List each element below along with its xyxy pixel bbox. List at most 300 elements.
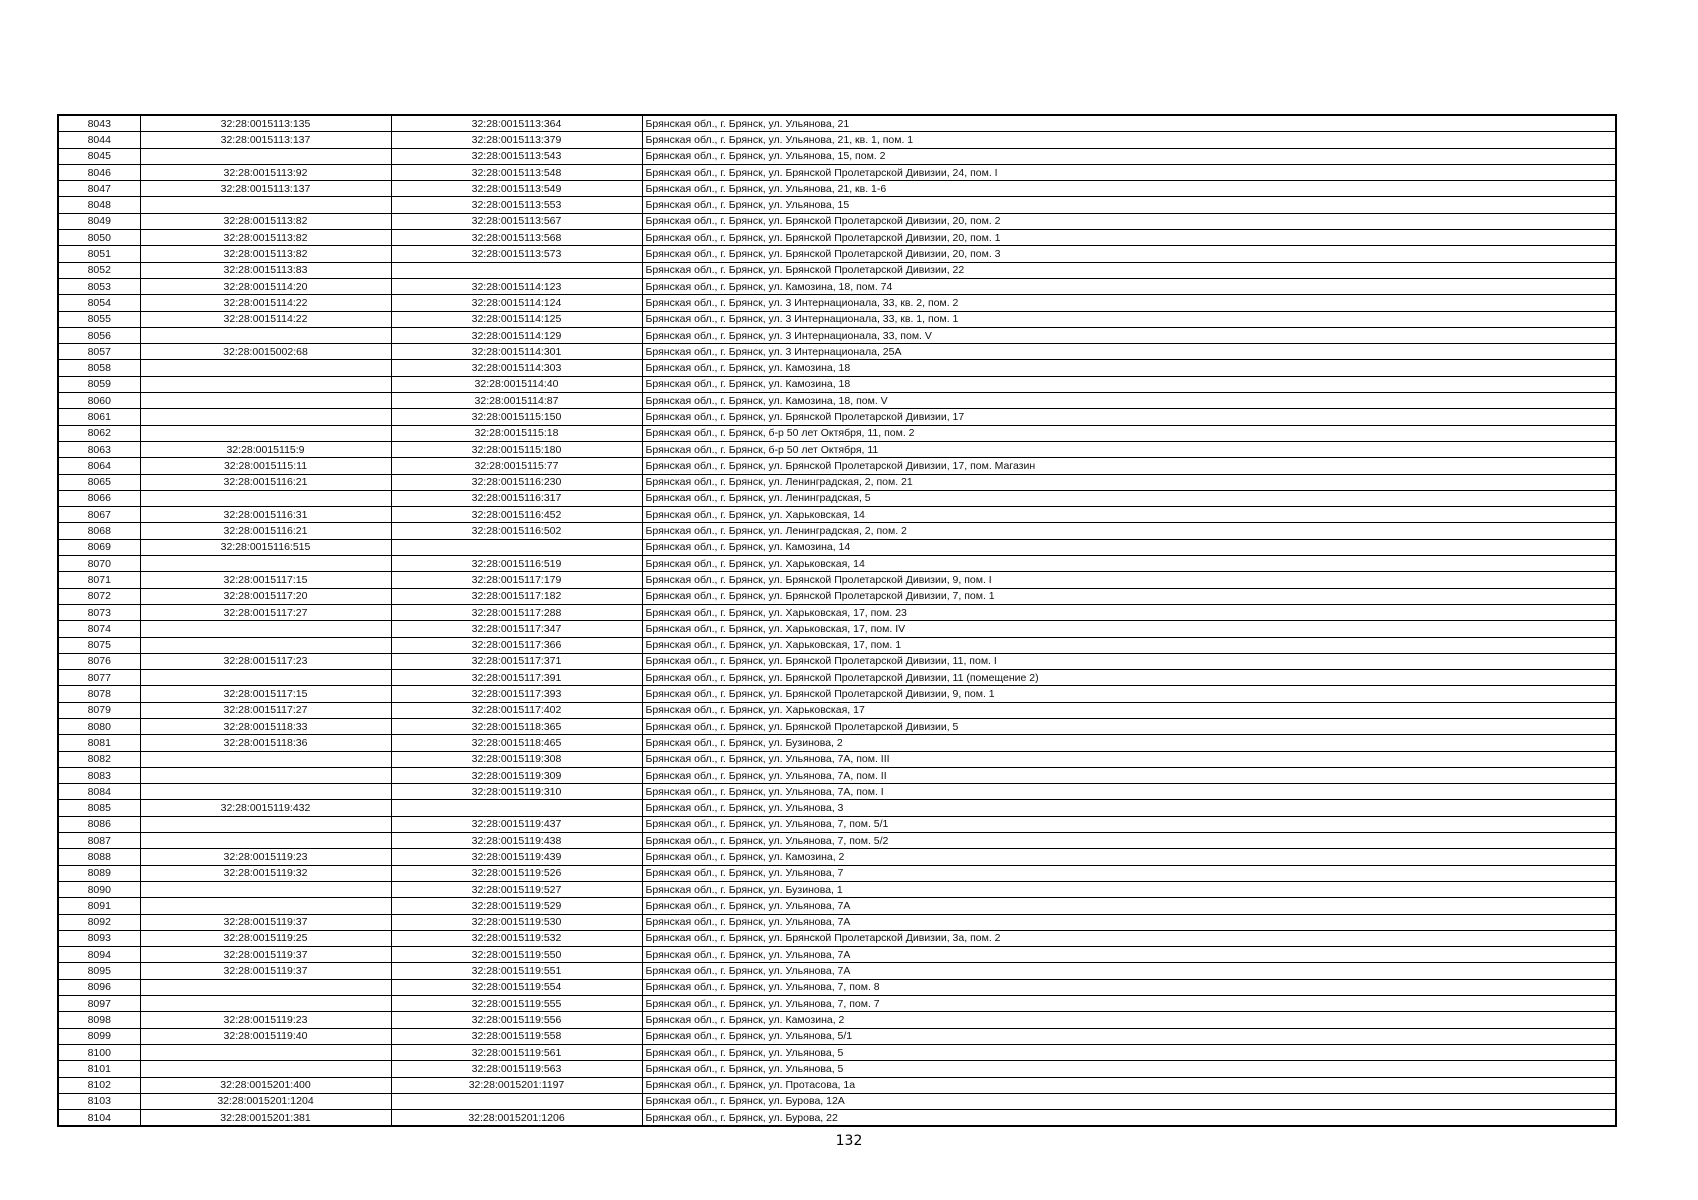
address-cell: Брянская обл., г. Брянск, ул. Ульянова, 15: [642, 197, 1616, 213]
table-row: [58, 278, 1616, 294]
address-cell: Брянская обл., г. Брянск, ул. Брянской Пролетарской Дивизии, 7, пом. 1: [642, 588, 1616, 604]
table-row: [58, 865, 1616, 881]
row-number-cell: 8104: [58, 1110, 140, 1127]
building-number-cell: 32:28:0015117:371: [391, 653, 642, 669]
land-plot-number-cell: 32:28:0015117:27: [140, 604, 391, 620]
land-plot-number-cell: 32:28:0015114:20: [140, 278, 391, 294]
building-number-cell: 32:28:0015114:87: [391, 393, 642, 409]
table-row: [58, 425, 1616, 441]
address-cell: Брянская обл., г. Брянск, ул. Бузинова, 2: [642, 735, 1616, 751]
land-plot-number-cell: 32:28:0015113:82: [140, 230, 391, 246]
building-number-cell: 32:28:0015119:551: [391, 963, 642, 979]
table-row: [58, 751, 1616, 767]
building-number-cell: 32:28:0015113:549: [391, 181, 642, 197]
row-number-cell: 8057: [58, 344, 140, 360]
row-number-cell: 8053: [58, 278, 140, 294]
address-cell: Брянская обл., г. Брянск, ул. Ульянова, 7А, пом. III: [642, 751, 1616, 767]
land-plot-number-cell: [140, 637, 391, 653]
address-cell: Брянская обл., г. Брянск, ул. Ульянова, 7А: [642, 947, 1616, 963]
address-cell: Брянская обл., г. Брянск, ул. Ульянова, 21, кв. 1, пом. 1: [642, 132, 1616, 148]
land-plot-number-cell: 32:28:0015114:22: [140, 311, 391, 327]
table-row: [58, 327, 1616, 343]
row-number-cell: 8092: [58, 914, 140, 930]
row-number-cell: 8047: [58, 181, 140, 197]
land-plot-number-cell: 32:28:0015117:20: [140, 588, 391, 604]
table-row: [58, 653, 1616, 669]
building-number-cell: 32:28:0015119:561: [391, 1044, 642, 1060]
address-cell: Брянская обл., г. Брянск, ул. 3 Интернационала, 33, пом. V: [642, 327, 1616, 343]
building-number-cell: 32:28:0015113:364: [391, 115, 642, 132]
building-number-cell: 32:28:0015113:573: [391, 246, 642, 262]
row-number-cell: 8077: [58, 670, 140, 686]
building-number-cell: 32:28:0015113:553: [391, 197, 642, 213]
row-number-cell: 8058: [58, 360, 140, 376]
land-plot-number-cell: [140, 833, 391, 849]
address-cell: Брянская обл., г. Брянск, ул. Ульянова, 7А, пом. I: [642, 784, 1616, 800]
row-number-cell: 8043: [58, 115, 140, 132]
building-number-cell: 32:28:0015116:317: [391, 490, 642, 506]
land-plot-number-cell: 32:28:0015119:432: [140, 800, 391, 816]
table-row: [58, 996, 1616, 1012]
address-cell: Брянская обл., г. Брянск, б-р 50 лет Октября, 11, пом. 2: [642, 425, 1616, 441]
land-plot-number-cell: [140, 979, 391, 995]
building-number-cell: 32:28:0015119:309: [391, 767, 642, 783]
land-plot-number-cell: 32:28:0015113:82: [140, 246, 391, 262]
land-plot-number-cell: 32:28:0015113:135: [140, 115, 391, 132]
building-number-cell: 32:28:0015119:527: [391, 881, 642, 897]
address-cell: Брянская обл., г. Брянск, ул. Камозина, 18: [642, 376, 1616, 392]
row-number-cell: 8100: [58, 1044, 140, 1060]
address-cell: Брянская обл., г. Брянск, ул. Камозина, 18, пом. 74: [642, 278, 1616, 294]
building-number-cell: 32:28:0015117:366: [391, 637, 642, 653]
land-plot-number-cell: [140, 393, 391, 409]
table-row: [58, 197, 1616, 213]
land-plot-number-cell: 32:28:0015114:22: [140, 295, 391, 311]
address-cell: Брянская обл., г. Брянск, ул. Бузинова, 1: [642, 881, 1616, 897]
building-number-cell: 32:28:0015119:526: [391, 865, 642, 881]
address-cell: Брянская обл., г. Брянск, ул. Ленинградская, 2, пом. 2: [642, 523, 1616, 539]
address-cell: Брянская обл., г. Брянск, ул. Ульянова, 21: [642, 115, 1616, 132]
table-row: [58, 588, 1616, 604]
address-cell: Брянская обл., г. Брянск, ул. Брянской Пролетарской Дивизии, 9, пом. I: [642, 572, 1616, 588]
row-number-cell: 8103: [58, 1093, 140, 1109]
table-row: [58, 702, 1616, 718]
land-plot-number-cell: [140, 816, 391, 832]
address-cell: Брянская обл., г. Брянск, ул. Брянской Пролетарской Дивизии, 11, пом. I: [642, 653, 1616, 669]
address-cell: Брянская обл., г. Брянск, ул. Ульянова, 21, кв. 1-6: [642, 181, 1616, 197]
table-row: [58, 376, 1616, 392]
building-number-cell: 32:28:0015113:379: [391, 132, 642, 148]
land-plot-number-cell: 32:28:0015201:1204: [140, 1093, 391, 1109]
building-number-cell: 32:28:0015119:438: [391, 833, 642, 849]
address-cell: Брянская обл., г. Брянск, ул. Харьковская, 17, пом. 23: [642, 604, 1616, 620]
row-number-cell: 8078: [58, 686, 140, 702]
table-row: [58, 246, 1616, 262]
address-cell: Брянская обл., г. Брянск, ул. Ульянова, 7, пом. 5/2: [642, 833, 1616, 849]
row-number-cell: 8063: [58, 441, 140, 457]
table-row: [58, 735, 1616, 751]
row-number-cell: 8066: [58, 490, 140, 506]
row-number-cell: 8075: [58, 637, 140, 653]
table-row: [58, 1061, 1616, 1077]
cadastral-table: [57, 114, 1617, 1127]
address-cell: Брянская обл., г. Брянск, ул. Камозина, 2: [642, 1012, 1616, 1028]
land-plot-number-cell: 32:28:0015119:32: [140, 865, 391, 881]
row-number-cell: 8102: [58, 1077, 140, 1093]
table-row: [58, 458, 1616, 474]
row-number-cell: 8084: [58, 784, 140, 800]
table-row: [58, 898, 1616, 914]
address-cell: Брянская обл., г. Брянск, ул. Харьковская, 14: [642, 507, 1616, 523]
row-number-cell: 8074: [58, 621, 140, 637]
table-row: [58, 148, 1616, 164]
building-number-cell: 32:28:0015118:365: [391, 718, 642, 734]
address-cell: Брянская обл., г. Брянск, ул. Ульянова, 5: [642, 1044, 1616, 1060]
table-body: [58, 115, 1616, 1126]
address-cell: Брянская обл., г. Брянск, ул. Ульянова, 5: [642, 1061, 1616, 1077]
building-number-cell: 32:28:0015113:543: [391, 148, 642, 164]
building-number-cell: 32:28:0015115:180: [391, 441, 642, 457]
row-number-cell: 8097: [58, 996, 140, 1012]
row-number-cell: 8085: [58, 800, 140, 816]
page-number: 132: [835, 1133, 863, 1149]
land-plot-number-cell: 32:28:0015116:21: [140, 523, 391, 539]
building-number-cell: 32:28:0015113:548: [391, 164, 642, 180]
table-row: [58, 1012, 1616, 1028]
row-number-cell: 8065: [58, 474, 140, 490]
row-number-cell: 8098: [58, 1012, 140, 1028]
table-row: [58, 213, 1616, 229]
address-cell: Брянская обл., г. Брянск, ул. Ульянова, 7А: [642, 914, 1616, 930]
land-plot-number-cell: 32:28:0015118:33: [140, 718, 391, 734]
land-plot-number-cell: [140, 376, 391, 392]
table-row: [58, 164, 1616, 180]
building-number-cell: 32:28:0015115:18: [391, 425, 642, 441]
land-plot-number-cell: 32:28:0015118:36: [140, 735, 391, 751]
land-plot-number-cell: 32:28:0015117:23: [140, 653, 391, 669]
table-row: [58, 311, 1616, 327]
land-plot-number-cell: [140, 148, 391, 164]
land-plot-number-cell: 32:28:0015113:82: [140, 213, 391, 229]
address-cell: Брянская обл., г. Брянск, ул. Брянской Пролетарской Дивизии, 20, пом. 3: [642, 246, 1616, 262]
row-number-cell: 8079: [58, 702, 140, 718]
address-cell: Брянская обл., г. Брянск, ул. Брянской Пролетарской Дивизии, 24, пом. I: [642, 164, 1616, 180]
building-number-cell: 32:28:0015117:182: [391, 588, 642, 604]
land-plot-number-cell: 32:28:0015115:9: [140, 441, 391, 457]
address-cell: Брянская обл., г. Брянск, ул. Харьковская, 17: [642, 702, 1616, 718]
table-row: [58, 490, 1616, 506]
land-plot-number-cell: [140, 1061, 391, 1077]
land-plot-number-cell: 32:28:0015116:21: [140, 474, 391, 490]
building-number-cell: [391, 1093, 642, 1109]
table-row: [58, 132, 1616, 148]
building-number-cell: 32:28:0015115:150: [391, 409, 642, 425]
building-number-cell: 32:28:0015114:123: [391, 278, 642, 294]
table-row: [58, 718, 1616, 734]
land-plot-number-cell: [140, 197, 391, 213]
table-row: [58, 1028, 1616, 1044]
building-number-cell: 32:28:0015119:558: [391, 1028, 642, 1044]
land-plot-number-cell: 32:28:0015119:37: [140, 963, 391, 979]
address-cell: Брянская обл., г. Брянск, ул. 3 Интернационала, 33, кв. 2, пом. 2: [642, 295, 1616, 311]
building-number-cell: 32:28:0015119:437: [391, 816, 642, 832]
address-cell: Брянская обл., г. Брянск, ул. Брянской Пролетарской Дивизии, 5: [642, 718, 1616, 734]
table-row: [58, 523, 1616, 539]
building-number-cell: 32:28:0015119:550: [391, 947, 642, 963]
table-row: [58, 262, 1616, 278]
address-cell: Брянская обл., г. Брянск, ул. Ульянова, 7А, пом. II: [642, 767, 1616, 783]
land-plot-number-cell: 32:28:0015119:23: [140, 849, 391, 865]
row-number-cell: 8054: [58, 295, 140, 311]
row-number-cell: 8055: [58, 311, 140, 327]
table-row: [58, 784, 1616, 800]
row-number-cell: 8086: [58, 816, 140, 832]
row-number-cell: 8062: [58, 425, 140, 441]
land-plot-number-cell: 32:28:0015116:31: [140, 507, 391, 523]
address-cell: Брянская обл., г. Брянск, ул. Камозина, 2: [642, 849, 1616, 865]
address-cell: Брянская обл., г. Брянск, ул. Брянской Пролетарской Дивизии, 20, пом. 1: [642, 230, 1616, 246]
building-number-cell: 32:28:0015114:125: [391, 311, 642, 327]
building-number-cell: 32:28:0015117:179: [391, 572, 642, 588]
row-number-cell: 8044: [58, 132, 140, 148]
table-row: [58, 930, 1616, 946]
land-plot-number-cell: [140, 1044, 391, 1060]
row-number-cell: 8071: [58, 572, 140, 588]
building-number-cell: 32:28:0015119:556: [391, 1012, 642, 1028]
land-plot-number-cell: [140, 621, 391, 637]
land-plot-number-cell: [140, 327, 391, 343]
row-number-cell: 8059: [58, 376, 140, 392]
land-plot-number-cell: 32:28:0015113:137: [140, 132, 391, 148]
building-number-cell: 32:28:0015119:554: [391, 979, 642, 995]
land-plot-number-cell: [140, 767, 391, 783]
table-row: [58, 979, 1616, 995]
row-number-cell: 8095: [58, 963, 140, 979]
building-number-cell: 32:28:0015119:310: [391, 784, 642, 800]
address-cell: Брянская обл., г. Брянск, ул. Брянской Пролетарской Дивизии, 3а, пом. 2: [642, 930, 1616, 946]
table-row: [58, 572, 1616, 588]
row-number-cell: 8093: [58, 930, 140, 946]
land-plot-number-cell: 32:28:0015113:137: [140, 181, 391, 197]
row-number-cell: 8087: [58, 833, 140, 849]
address-cell: Брянская обл., г. Брянск, ул. Ульянова, 7А: [642, 898, 1616, 914]
table-row: [58, 474, 1616, 490]
land-plot-number-cell: 32:28:0015116:515: [140, 539, 391, 555]
row-number-cell: 8069: [58, 539, 140, 555]
table-row: [58, 816, 1616, 832]
land-plot-number-cell: 32:28:0015002:68: [140, 344, 391, 360]
building-number-cell: 32:28:0015119:529: [391, 898, 642, 914]
land-plot-number-cell: [140, 784, 391, 800]
table-row: [58, 800, 1616, 816]
building-number-cell: 32:28:0015116:230: [391, 474, 642, 490]
land-plot-number-cell: 32:28:0015201:381: [140, 1110, 391, 1127]
building-number-cell: 32:28:0015117:391: [391, 670, 642, 686]
address-cell: Брянская обл., г. Брянск, ул. Ленинградская, 2, пом. 21: [642, 474, 1616, 490]
row-number-cell: 8050: [58, 230, 140, 246]
row-number-cell: 8082: [58, 751, 140, 767]
building-number-cell: 32:28:0015114:303: [391, 360, 642, 376]
table-row: [58, 360, 1616, 376]
address-cell: Брянская обл., г. Брянск, ул. Ульянова, 7А: [642, 963, 1616, 979]
row-number-cell: 8094: [58, 947, 140, 963]
row-number-cell: 8076: [58, 653, 140, 669]
land-plot-number-cell: 32:28:0015113:92: [140, 164, 391, 180]
land-plot-number-cell: [140, 670, 391, 686]
building-number-cell: 32:28:0015119:532: [391, 930, 642, 946]
address-cell: Брянская обл., г. Брянск, ул. Камозина, 14: [642, 539, 1616, 555]
row-number-cell: 8060: [58, 393, 140, 409]
address-cell: Брянская обл., г. Брянск, ул. Харьковская, 14: [642, 556, 1616, 572]
building-number-cell: [391, 539, 642, 555]
address-cell: Брянская обл., г. Брянск, ул. Брянской Пролетарской Дивизии, 17: [642, 409, 1616, 425]
address-cell: Брянская обл., г. Брянск, ул. Ульянова, 15, пом. 2: [642, 148, 1616, 164]
building-number-cell: 32:28:0015117:347: [391, 621, 642, 637]
table-row: [58, 507, 1616, 523]
table-row: [58, 637, 1616, 653]
building-number-cell: 32:28:0015119:555: [391, 996, 642, 1012]
table-row: [58, 833, 1616, 849]
address-cell: Брянская обл., г. Брянск, ул. Ульянова, 7, пом. 5/1: [642, 816, 1616, 832]
table-row: [58, 963, 1616, 979]
table-row: [58, 181, 1616, 197]
table-row: [58, 393, 1616, 409]
land-plot-number-cell: 32:28:0015201:400: [140, 1077, 391, 1093]
row-number-cell: 8048: [58, 197, 140, 213]
row-number-cell: 8091: [58, 898, 140, 914]
row-number-cell: 8052: [58, 262, 140, 278]
address-cell: Брянская обл., г. Брянск, ул. Бурова, 22: [642, 1110, 1616, 1127]
address-cell: Брянская обл., г. Брянск, ул. Брянской Пролетарской Дивизии, 22: [642, 262, 1616, 278]
table-row: [58, 849, 1616, 865]
table-row: [58, 1077, 1616, 1093]
table-row: [58, 1093, 1616, 1109]
land-plot-number-cell: [140, 898, 391, 914]
table-row: [58, 344, 1616, 360]
address-cell: Брянская обл., г. Брянск, ул. Бурова, 12А: [642, 1093, 1616, 1109]
building-number-cell: 32:28:0015116:519: [391, 556, 642, 572]
building-number-cell: 32:28:0015117:393: [391, 686, 642, 702]
row-number-cell: 8099: [58, 1028, 140, 1044]
table-row: [58, 409, 1616, 425]
address-cell: Брянская обл., г. Брянск, ул. Протасова, 1а: [642, 1077, 1616, 1093]
building-number-cell: 32:28:0015116:502: [391, 523, 642, 539]
building-number-cell: 32:28:0015118:465: [391, 735, 642, 751]
table-row: [58, 686, 1616, 702]
land-plot-number-cell: 32:28:0015119:37: [140, 947, 391, 963]
land-plot-number-cell: [140, 996, 391, 1012]
land-plot-number-cell: 32:28:0015119:25: [140, 930, 391, 946]
row-number-cell: 8067: [58, 507, 140, 523]
address-cell: Брянская обл., г. Брянск, ул. Харьковская, 17, пом. IV: [642, 621, 1616, 637]
row-number-cell: 8064: [58, 458, 140, 474]
land-plot-number-cell: 32:28:0015117:15: [140, 686, 391, 702]
land-plot-number-cell: [140, 409, 391, 425]
land-plot-number-cell: [140, 360, 391, 376]
address-cell: Брянская обл., г. Брянск, ул. Ленинградская, 5: [642, 490, 1616, 506]
land-plot-number-cell: 32:28:0015117:15: [140, 572, 391, 588]
address-cell: Брянская обл., г. Брянск, ул. Ульянова, 7, пом. 8: [642, 979, 1616, 995]
row-number-cell: 8081: [58, 735, 140, 751]
land-plot-number-cell: 32:28:0015119:40: [140, 1028, 391, 1044]
row-number-cell: 8045: [58, 148, 140, 164]
land-plot-number-cell: 32:28:0015113:83: [140, 262, 391, 278]
building-number-cell: 32:28:0015117:288: [391, 604, 642, 620]
address-cell: Брянская обл., г. Брянск, ул. 3 Интернационала, 25А: [642, 344, 1616, 360]
row-number-cell: 8051: [58, 246, 140, 262]
row-number-cell: 8072: [58, 588, 140, 604]
row-number-cell: 8088: [58, 849, 140, 865]
land-plot-number-cell: [140, 881, 391, 897]
land-plot-number-cell: 32:28:0015117:27: [140, 702, 391, 718]
address-cell: Брянская обл., г. Брянск, ул. Брянской Пролетарской Дивизии, 11 (помещение 2): [642, 670, 1616, 686]
building-number-cell: 32:28:0015201:1206: [391, 1110, 642, 1127]
address-cell: Брянская обл., г. Брянск, ул. Камозина, 18: [642, 360, 1616, 376]
building-number-cell: 32:28:0015201:1197: [391, 1077, 642, 1093]
land-plot-number-cell: [140, 751, 391, 767]
row-number-cell: 8049: [58, 213, 140, 229]
row-number-cell: 8101: [58, 1061, 140, 1077]
row-number-cell: 8056: [58, 327, 140, 343]
address-cell: Брянская обл., г. Брянск, ул. Харьковская, 17, пом. 1: [642, 637, 1616, 653]
building-number-cell: [391, 800, 642, 816]
row-number-cell: 8080: [58, 718, 140, 734]
address-cell: Брянская обл., г. Брянск, ул. 3 Интернационала, 33, кв. 1, пом. 1: [642, 311, 1616, 327]
table-row: [58, 881, 1616, 897]
address-cell: Брянская обл., г. Брянск, ул. Ульянова, 7, пом. 7: [642, 996, 1616, 1012]
table-row: [58, 295, 1616, 311]
building-number-cell: 32:28:0015119:439: [391, 849, 642, 865]
row-number-cell: 8089: [58, 865, 140, 881]
table-row: [58, 767, 1616, 783]
building-number-cell: [391, 262, 642, 278]
building-number-cell: 32:28:0015116:452: [391, 507, 642, 523]
address-cell: Брянская обл., г. Брянск, ул. Камозина, 18, пом. V: [642, 393, 1616, 409]
row-number-cell: 8070: [58, 556, 140, 572]
address-cell: Брянская обл., г. Брянск, ул. Брянской Пролетарской Дивизии, 9, пом. 1: [642, 686, 1616, 702]
land-plot-number-cell: 32:28:0015119:23: [140, 1012, 391, 1028]
building-number-cell: 32:28:0015114:124: [391, 295, 642, 311]
table-row: [58, 539, 1616, 555]
table-row: [58, 947, 1616, 963]
row-number-cell: 8061: [58, 409, 140, 425]
table-row: [58, 604, 1616, 620]
address-cell: Брянская обл., г. Брянск, ул. Брянской Пролетарской Дивизии, 17, пом. Магазин: [642, 458, 1616, 474]
table-row: [58, 670, 1616, 686]
building-number-cell: 32:28:0015114:40: [391, 376, 642, 392]
address-cell: Брянская обл., г. Брянск, б-р 50 лет Октября, 11: [642, 441, 1616, 457]
land-plot-number-cell: [140, 425, 391, 441]
building-number-cell: 32:28:0015119:308: [391, 751, 642, 767]
land-plot-number-cell: 32:28:0015115:11: [140, 458, 391, 474]
building-number-cell: 32:28:0015119:563: [391, 1061, 642, 1077]
building-number-cell: 32:28:0015115:77: [391, 458, 642, 474]
table-row: [58, 441, 1616, 457]
address-cell: Брянская обл., г. Брянск, ул. Ульянова, 7: [642, 865, 1616, 881]
table-row: [58, 230, 1616, 246]
building-number-cell: 32:28:0015113:567: [391, 213, 642, 229]
table-row: [58, 1110, 1616, 1127]
table-row: [58, 1044, 1616, 1060]
building-number-cell: 32:28:0015113:568: [391, 230, 642, 246]
table-row: [58, 556, 1616, 572]
row-number-cell: 8096: [58, 979, 140, 995]
building-number-cell: 32:28:0015117:402: [391, 702, 642, 718]
row-number-cell: 8073: [58, 604, 140, 620]
row-number-cell: 8068: [58, 523, 140, 539]
row-number-cell: 8083: [58, 767, 140, 783]
address-cell: Брянская обл., г. Брянск, ул. Ульянова, 5/1: [642, 1028, 1616, 1044]
